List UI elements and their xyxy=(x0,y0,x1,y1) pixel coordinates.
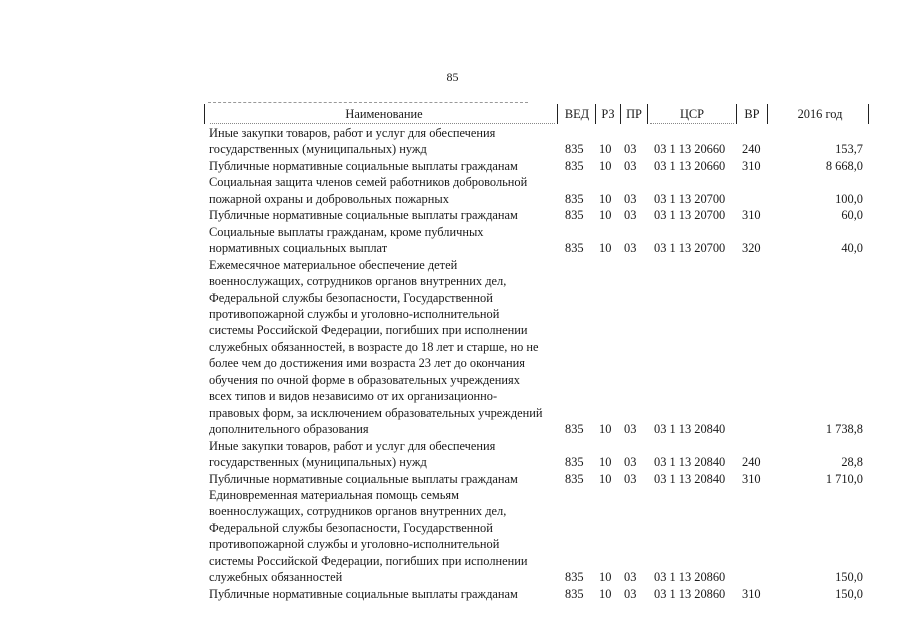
header-divider xyxy=(767,104,768,124)
row-pr: 03 xyxy=(624,586,637,601)
row-name-line: правовых форм, за исключением образовательных учреждений xyxy=(209,405,543,420)
row-sum: 40,0 xyxy=(841,241,863,256)
row-name xyxy=(209,125,557,158)
table-row xyxy=(0,207,905,223)
row-name xyxy=(209,207,557,223)
row-ved: 835 xyxy=(565,158,584,173)
table-row xyxy=(0,224,905,257)
table-row xyxy=(0,586,905,602)
row-name xyxy=(209,471,557,487)
row-vr: 310 xyxy=(742,208,761,223)
page-number: 85 xyxy=(446,70,459,84)
row-name-line: Публичные нормативные социальные выплаты гражданам xyxy=(209,471,518,486)
row-name-line: Федеральной службы безопасности, Государственной xyxy=(209,290,493,305)
row-name-line: служебных обязанностей xyxy=(209,570,343,585)
table-row xyxy=(0,125,905,158)
row-name-line: более чем до достижения ими возраста 23 лет до окончания xyxy=(209,356,525,371)
row-rz: 10 xyxy=(599,158,612,173)
row-name-line: Иные закупки товаров, работ и услуг для обеспечения xyxy=(209,126,496,140)
row-name-line: государственных (муниципальных) нужд xyxy=(209,142,427,157)
row-rz: 10 xyxy=(599,208,612,223)
header-underline xyxy=(210,123,555,124)
row-name xyxy=(209,174,557,207)
row-pr: 03 xyxy=(624,158,637,173)
row-vr: 310 xyxy=(742,586,761,601)
row-name xyxy=(209,586,557,602)
row-sum: 60,0 xyxy=(841,208,863,223)
row-name-line: обучения по очной форме в образовательных учреждениях xyxy=(209,372,520,387)
table-row xyxy=(0,487,905,586)
row-csr: 03 1 13 20840 xyxy=(654,455,726,470)
row-rz: 10 xyxy=(599,241,612,256)
row-name-line: государственных (муниципальных) нужд xyxy=(209,455,427,470)
row-name-line: служебных обязанностей, в возрасте до 18 лет и старше, но не xyxy=(209,339,539,354)
header-underline xyxy=(650,123,734,124)
row-name-line: Ежемесячное материальное обеспечение детей xyxy=(209,257,458,272)
header-year: 2016 год xyxy=(797,107,843,121)
row-name-line: Публичные нормативные социальные выплаты гражданам xyxy=(209,586,518,601)
row-ved: 835 xyxy=(565,422,584,437)
row-pr: 03 xyxy=(624,471,637,486)
row-pr: 03 xyxy=(624,422,637,437)
row-rz: 10 xyxy=(599,471,612,486)
row-name-line: Федеральной службы безопасности, Государственной xyxy=(209,520,493,535)
row-csr: 03 1 13 20660 xyxy=(654,142,726,157)
header-pr: ПР xyxy=(626,107,642,121)
row-pr: 03 xyxy=(624,208,637,223)
row-rz: 10 xyxy=(599,191,612,206)
row-name-line: противопожарной службы и уголовно-исполнительной xyxy=(209,306,500,321)
row-rz: 10 xyxy=(599,586,612,601)
row-pr: 03 xyxy=(624,142,637,157)
row-name-line: всех типов и видов независимо от их организационно- xyxy=(209,389,498,404)
row-pr: 03 xyxy=(624,241,637,256)
table-row xyxy=(0,174,905,207)
row-csr: 03 1 13 20860 xyxy=(654,570,726,585)
row-ved: 835 xyxy=(565,241,584,256)
row-rz: 10 xyxy=(599,570,612,585)
row-pr: 03 xyxy=(624,570,637,585)
header-divider xyxy=(620,104,621,124)
row-ved: 835 xyxy=(565,191,584,206)
row-ved: 835 xyxy=(565,208,584,223)
row-name-line: противопожарной службы и уголовно-исполнительной xyxy=(209,537,500,552)
row-name-line: Иные закупки товаров, работ и услуг для обеспечения xyxy=(209,438,496,453)
row-csr: 03 1 13 20700 xyxy=(654,241,726,256)
header-divider xyxy=(647,104,648,124)
table-body xyxy=(0,125,905,602)
row-sum: 153,7 xyxy=(835,142,863,157)
table-row xyxy=(0,257,905,438)
header-divider xyxy=(204,104,205,124)
table-row xyxy=(0,471,905,487)
row-sum: 150,0 xyxy=(835,586,863,601)
row-sum: 28,8 xyxy=(841,455,863,470)
row-csr: 03 1 13 20840 xyxy=(654,422,726,437)
row-name xyxy=(209,224,557,257)
row-name-line: пожарной охраны и добровольных пожарных xyxy=(209,191,449,206)
row-name-line: Единовременная материальная помощь семьям xyxy=(209,487,459,502)
row-pr: 03 xyxy=(624,191,637,206)
row-sum: 150,0 xyxy=(835,570,863,585)
header-csr: ЦСР xyxy=(679,107,705,121)
row-pr: 03 xyxy=(624,455,637,470)
row-vr: 310 xyxy=(742,158,761,173)
row-ved: 835 xyxy=(565,142,584,157)
table-row xyxy=(0,158,905,174)
row-name-line: Социальные выплаты гражданам, кроме публичных xyxy=(209,224,484,239)
table-header xyxy=(204,102,869,124)
row-csr: 03 1 13 20840 xyxy=(654,471,726,486)
row-name xyxy=(209,487,557,586)
row-csr: 03 1 13 20660 xyxy=(654,158,726,173)
row-rz: 10 xyxy=(599,455,612,470)
row-name-line: Публичные нормативные социальные выплаты гражданам xyxy=(209,208,518,223)
row-rz: 10 xyxy=(599,142,612,157)
table-row xyxy=(0,438,905,471)
row-name-line: нормативных социальных выплат xyxy=(209,241,388,256)
row-vr: 240 xyxy=(742,455,761,470)
header-divider xyxy=(868,104,869,124)
row-sum: 1 738,8 xyxy=(825,422,863,437)
header-ved: ВЕД xyxy=(564,107,590,121)
header-divider xyxy=(736,104,737,124)
row-name-line: дополнительного образования xyxy=(209,422,369,437)
row-name xyxy=(209,158,557,174)
row-vr: 310 xyxy=(742,471,761,486)
header-vr: ВР xyxy=(744,107,760,121)
row-rz: 10 xyxy=(599,422,612,437)
header-name: Наименование xyxy=(345,107,423,121)
row-name xyxy=(209,257,557,438)
row-csr: 03 1 13 20700 xyxy=(654,191,726,206)
row-name-line: системы Российской Федерации, погибших при исполнении xyxy=(209,553,528,568)
row-name-line: системы Российской Федерации, погибших при исполнении xyxy=(209,323,528,338)
row-vr: 240 xyxy=(742,142,761,157)
row-name xyxy=(209,438,557,471)
row-name-line: военнослужащих, сотрудников органов внутренних дел, xyxy=(209,274,507,289)
row-name-line: Социальная защита членов семей работников добровольной xyxy=(209,175,528,190)
header-divider xyxy=(595,104,596,124)
row-sum: 100,0 xyxy=(835,191,863,206)
row-csr: 03 1 13 20700 xyxy=(654,208,726,223)
row-sum: 1 710,0 xyxy=(825,471,863,486)
header-divider xyxy=(557,104,558,124)
row-vr: 320 xyxy=(742,241,761,256)
row-ved: 835 xyxy=(565,570,584,585)
row-csr: 03 1 13 20860 xyxy=(654,586,726,601)
row-name-line: Публичные нормативные социальные выплаты гражданам xyxy=(209,158,518,173)
row-ved: 835 xyxy=(565,455,584,470)
row-ved: 835 xyxy=(565,586,584,601)
row-name-line: военнослужащих, сотрудников органов внутренних дел, xyxy=(209,504,507,519)
row-sum: 8 668,0 xyxy=(825,158,863,173)
row-ved: 835 xyxy=(565,471,584,486)
header-rz: РЗ xyxy=(601,107,615,121)
